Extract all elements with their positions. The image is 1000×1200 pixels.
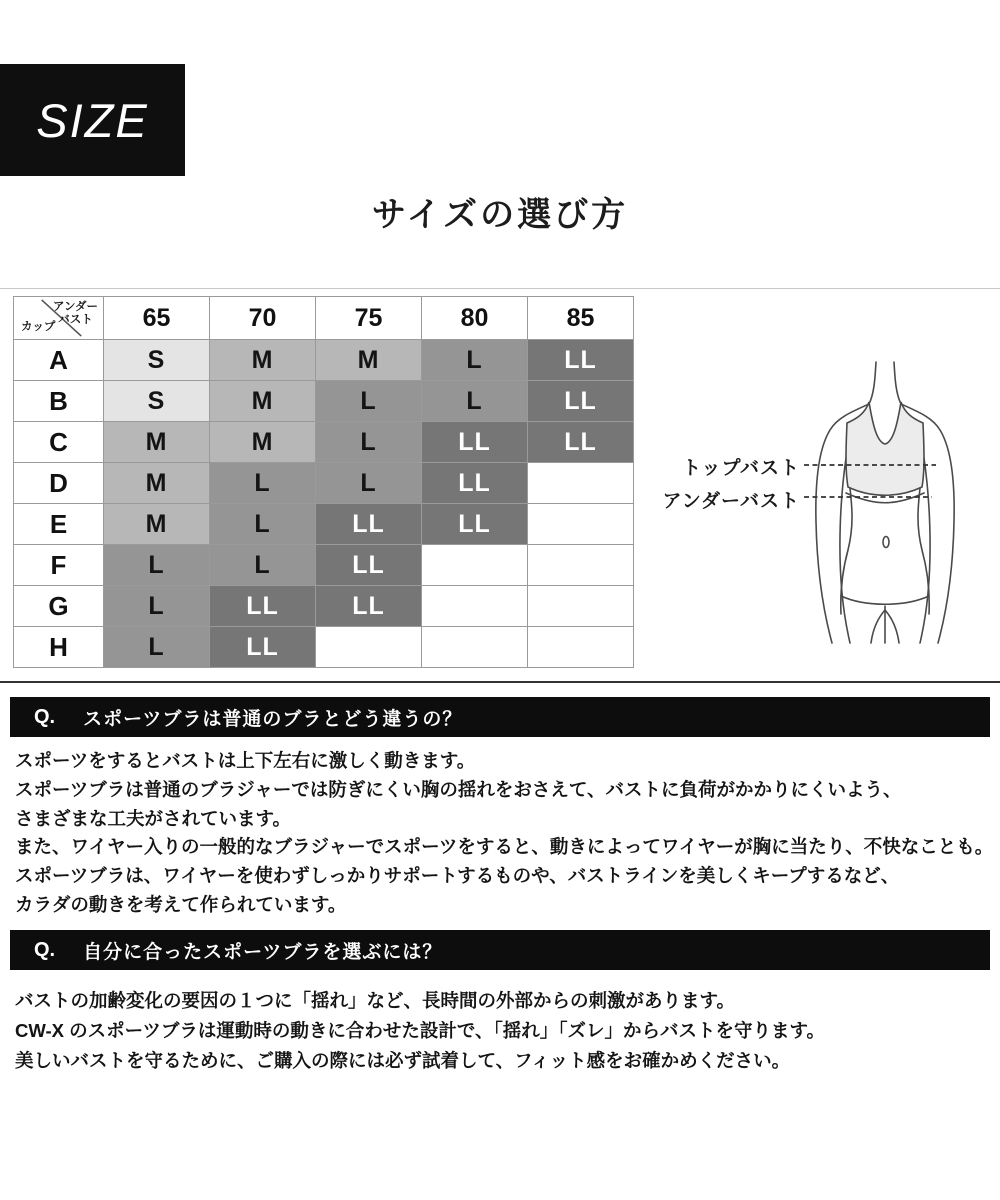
- size-cell: L: [210, 504, 316, 545]
- answer-block-1: [15, 747, 997, 920]
- size-cell: LL: [210, 586, 316, 627]
- answer-line: カラダの動きを考えて作られています。: [15, 893, 347, 915]
- size-cell: LL: [422, 422, 528, 463]
- size-cell: L: [422, 381, 528, 422]
- answer-line: CW-X のスポーツブラは運動時の動きに合わせた設計で、「揺れ」「ズレ」からバストを守ります。: [15, 1020, 826, 1041]
- size-badge-label: SIZE: [36, 93, 149, 147]
- cup-row-header: A: [14, 340, 104, 381]
- size-cell: L: [316, 422, 422, 463]
- size-cell-empty: [528, 627, 634, 668]
- size-cell: LL: [422, 463, 528, 504]
- table-row: [14, 504, 634, 545]
- question-text: 自分に合ったスポーツブラを選ぶには？: [83, 941, 443, 963]
- divider-top: [0, 288, 1000, 289]
- size-cell-empty: [422, 586, 528, 627]
- question-text: スポーツブラは普通のブラとどう違うの？: [83, 708, 463, 730]
- size-cell-empty: [528, 545, 634, 586]
- size-cell: LL: [528, 422, 634, 463]
- table-row: [14, 463, 634, 504]
- size-cell: LL: [316, 545, 422, 586]
- table-row: [14, 340, 634, 381]
- question-bar-2: [10, 930, 990, 970]
- underbust-column-header: 85: [528, 297, 634, 340]
- size-cell: M: [104, 504, 210, 545]
- size-cell: LL: [528, 340, 634, 381]
- size-cell-empty: [528, 504, 634, 545]
- size-cell: S: [104, 381, 210, 422]
- size-cell: L: [210, 463, 316, 504]
- underbust-column-header: 70: [210, 297, 316, 340]
- size-cell: S: [104, 340, 210, 381]
- size-cell: L: [104, 545, 210, 586]
- table-row: [14, 586, 634, 627]
- answer-block-2: [15, 986, 997, 1076]
- navel: [883, 537, 889, 548]
- answer-line: また、ワイヤー入りの一般的なブラジャーでスポーツをすると、動きによってワイヤーが胸に当たり、不快なことも。: [15, 836, 994, 858]
- cup-row-header: G: [14, 586, 104, 627]
- table-row: [14, 422, 634, 463]
- cup-row-header: C: [14, 422, 104, 463]
- size-cell: M: [316, 340, 422, 381]
- neck-left-line: [869, 362, 876, 404]
- size-cell-empty: [528, 586, 634, 627]
- cup-row-header: E: [14, 504, 104, 545]
- size-chart-table: [13, 296, 634, 668]
- cup-row-header: B: [14, 381, 104, 422]
- underbust-axis-label: アンダー バスト: [52, 301, 98, 326]
- size-cell-empty: [316, 627, 422, 668]
- size-cell: LL: [316, 586, 422, 627]
- underbust-column-header: 80: [422, 297, 528, 340]
- hip-line: [841, 596, 929, 604]
- size-cell: L: [210, 545, 316, 586]
- size-cell-empty: [528, 463, 634, 504]
- size-cell-empty: [422, 627, 528, 668]
- size-cell: M: [104, 422, 210, 463]
- underbust-column-header: 65: [104, 297, 210, 340]
- left-inner-thigh-line: [871, 610, 885, 643]
- size-cell: L: [316, 381, 422, 422]
- size-cell: L: [316, 463, 422, 504]
- question-prefix: Q.: [34, 938, 56, 961]
- table-row: [14, 545, 634, 586]
- answer-line: スポーツをするとバストは上下左右に激しく動きます。: [15, 750, 476, 771]
- measurement-dashed-lines: [798, 455, 943, 505]
- answer-line: バストの加齢変化の要因の１つに「揺れ」など、長時間の外部からの刺激があります。: [15, 990, 736, 1011]
- neck-right-line: [894, 362, 901, 404]
- table-header-row: [14, 297, 634, 340]
- page-title: サイズの選び方: [371, 196, 629, 234]
- size-cell: M: [104, 463, 210, 504]
- size-cell: LL: [422, 504, 528, 545]
- size-chart-host: [13, 296, 634, 668]
- size-cell: M: [210, 340, 316, 381]
- size-cell: L: [104, 627, 210, 668]
- answer-line: 美しいバストを守るために、ご購入の際には必ず試着して、フィット感をお確かめください。: [15, 1050, 791, 1071]
- size-cell: M: [210, 422, 316, 463]
- divider-middle: [0, 681, 1000, 683]
- underbust-column-header: 75: [316, 297, 422, 340]
- cup-axis-label: カップ: [21, 321, 56, 333]
- size-cell-empty: [422, 545, 528, 586]
- question-prefix: Q.: [34, 705, 56, 728]
- cup-row-header: H: [14, 627, 104, 668]
- question-bar-1: [10, 697, 990, 737]
- size-badge: [0, 64, 185, 176]
- answer-line: スポーツブラは、ワイヤーを使わずしっかりサポートするものや、バストラインを美しくキープするなど、: [15, 865, 900, 887]
- size-cell: M: [210, 381, 316, 422]
- size-cell: LL: [210, 627, 316, 668]
- answer-line: スポーツブラは普通のブラジャーでは防ぎにくい胸の揺れをおさえて、バストに負荷がかかりにくいよう、: [15, 778, 902, 800]
- cup-row-header: D: [14, 463, 104, 504]
- top-bust-label: トップバスト: [682, 458, 800, 479]
- table-corner-cell: [14, 297, 104, 340]
- cup-row-header: F: [14, 545, 104, 586]
- table-row: [14, 627, 634, 668]
- size-cell: LL: [316, 504, 422, 545]
- table-row: [14, 381, 634, 422]
- size-cell: LL: [528, 381, 634, 422]
- size-cell: L: [104, 586, 210, 627]
- size-cell: L: [422, 340, 528, 381]
- answer-line: さまざまな工夫がされています。: [15, 807, 292, 829]
- right-inner-thigh-line: [885, 610, 899, 643]
- under-bust-label: アンダーバスト: [662, 491, 800, 512]
